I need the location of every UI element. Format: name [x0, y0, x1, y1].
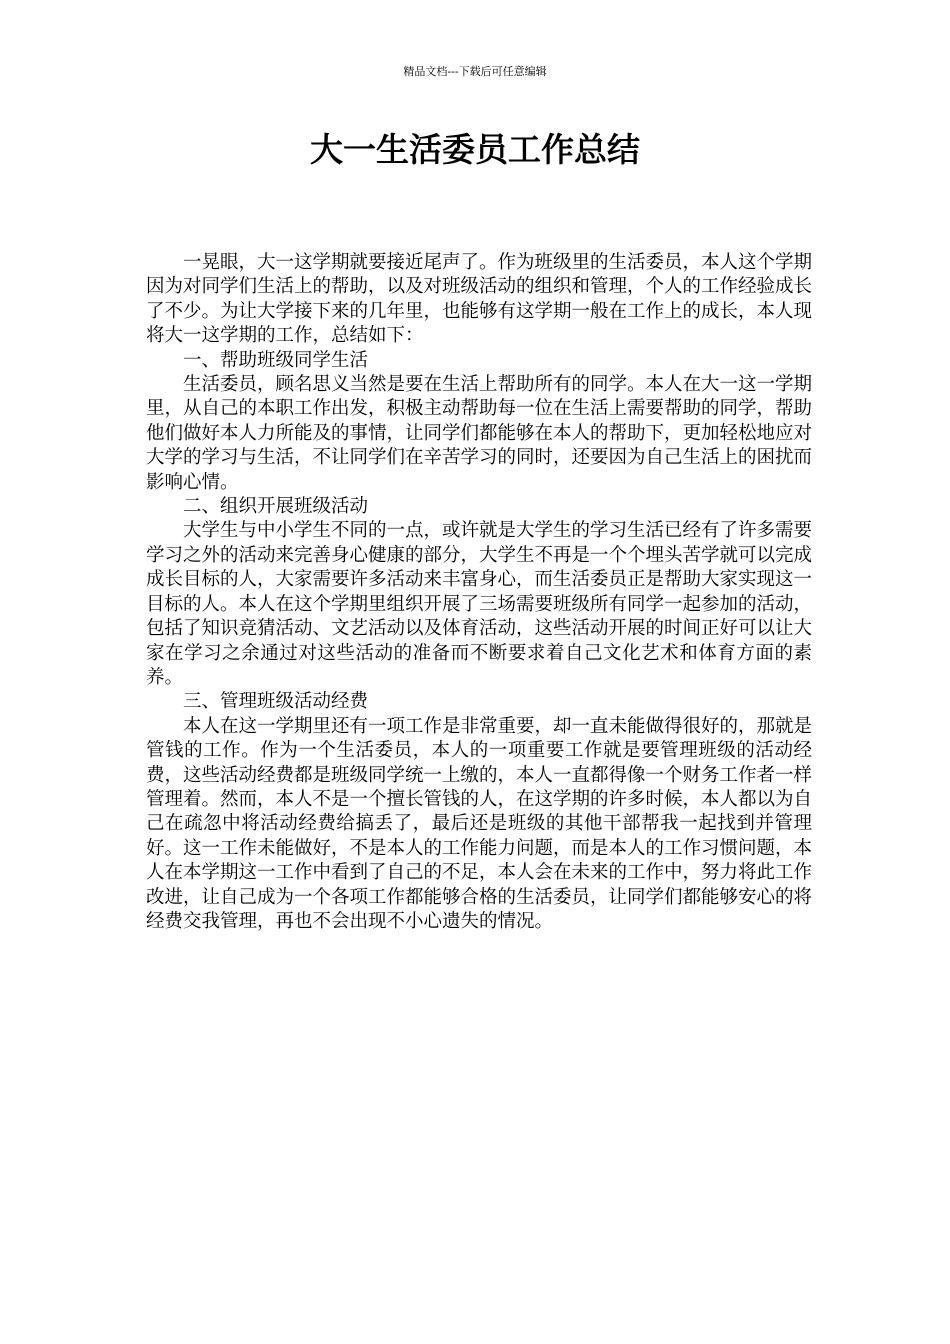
document-body: [146, 251, 812, 934]
document-title: 大一生活委员工作总结: [310, 130, 640, 169]
paragraph-intro: 一晃眼，大一这学期就要接近尾声了。作为班级里的生活委员，本人这个学期因为对同学们生活上的帮助，以及对班级活动的组织和管理，个人的工作经验成长了不少。为让大学接下来的几年里，也能够有这学期一般在工作上的成长，本人现将大一这学期的工作，总结如下：: [146, 252, 813, 347]
section-heading-1: 一、帮助班级同学生活: [183, 349, 369, 371]
paragraph-section-2: 大学生与中小学生不同的一点，或许就是大学生的学习生活已经有了许多需要学习之外的活动来完善身心健康的部分，大学生不再是一个个埋头苦学就可以完成成长目标的人，大家需要许多活动来丰富身心，而生活委员正是帮助大家实现这一目标的人。本人在这个学期里组织开展了三场需要班级所有同学一起参加的活动，包括了知识竞猜活动、文艺活动以及体育活动，这些活动开展的时间正好可以让大家在学习之余通过对这些活动的准备而不断要求着自己文化艺术和体育方面的素养。: [146, 520, 813, 688]
section-heading-2: 二、组织开展班级活动: [183, 496, 369, 518]
section-heading-3: 三、管理班级活动经费: [183, 691, 369, 713]
paragraph-section-1: 生活委员，顾名思义当然是要在生活上帮助所有的同学。本人在大一这一学期里，从自己的本职工作出发，积极主动帮助每一位在生活上需要帮助的同学，帮助他们做好本人力所能及的事情，让同学们都能够在本人的帮助下，更加轻松地应对大学的学习与生活，不让同学们在辛苦学习的同时，还要因为自己生活上的困扰而影响心情。: [146, 374, 813, 493]
paragraph-section-3: 本人在这一学期里还有一项工作是非常重要，却一直未能做得很好的，那就是管钱的工作。作为一个生活委员，本人的一项重要工作就是要管理班级的活动经费，这些活动经费都是班级同学统一上缴的，本人一直都得像一个财务工作者一样管理着。然而，本人不是一个擅长管钱的人，在这学期的许多时候，本人都以为自己在疏忽中将活动经费给搞丢了，最后还是班级的其他干部帮我一起找到并管理好。这一工作未能做好，不是本人的工作能力问题，而是本人的工作习惯问题，本人在本学期这一工作中看到了自己的不足，本人会在未来的工作中，努力将此工作改进，让自己成为一个各项工作都能够合格的生活委员，让同学们都能够安心的将经费交我管理，再也不会出现不小心遗失的情况。: [146, 715, 813, 932]
header-note: 精品文档---下载后可任意编辑: [403, 65, 547, 78]
